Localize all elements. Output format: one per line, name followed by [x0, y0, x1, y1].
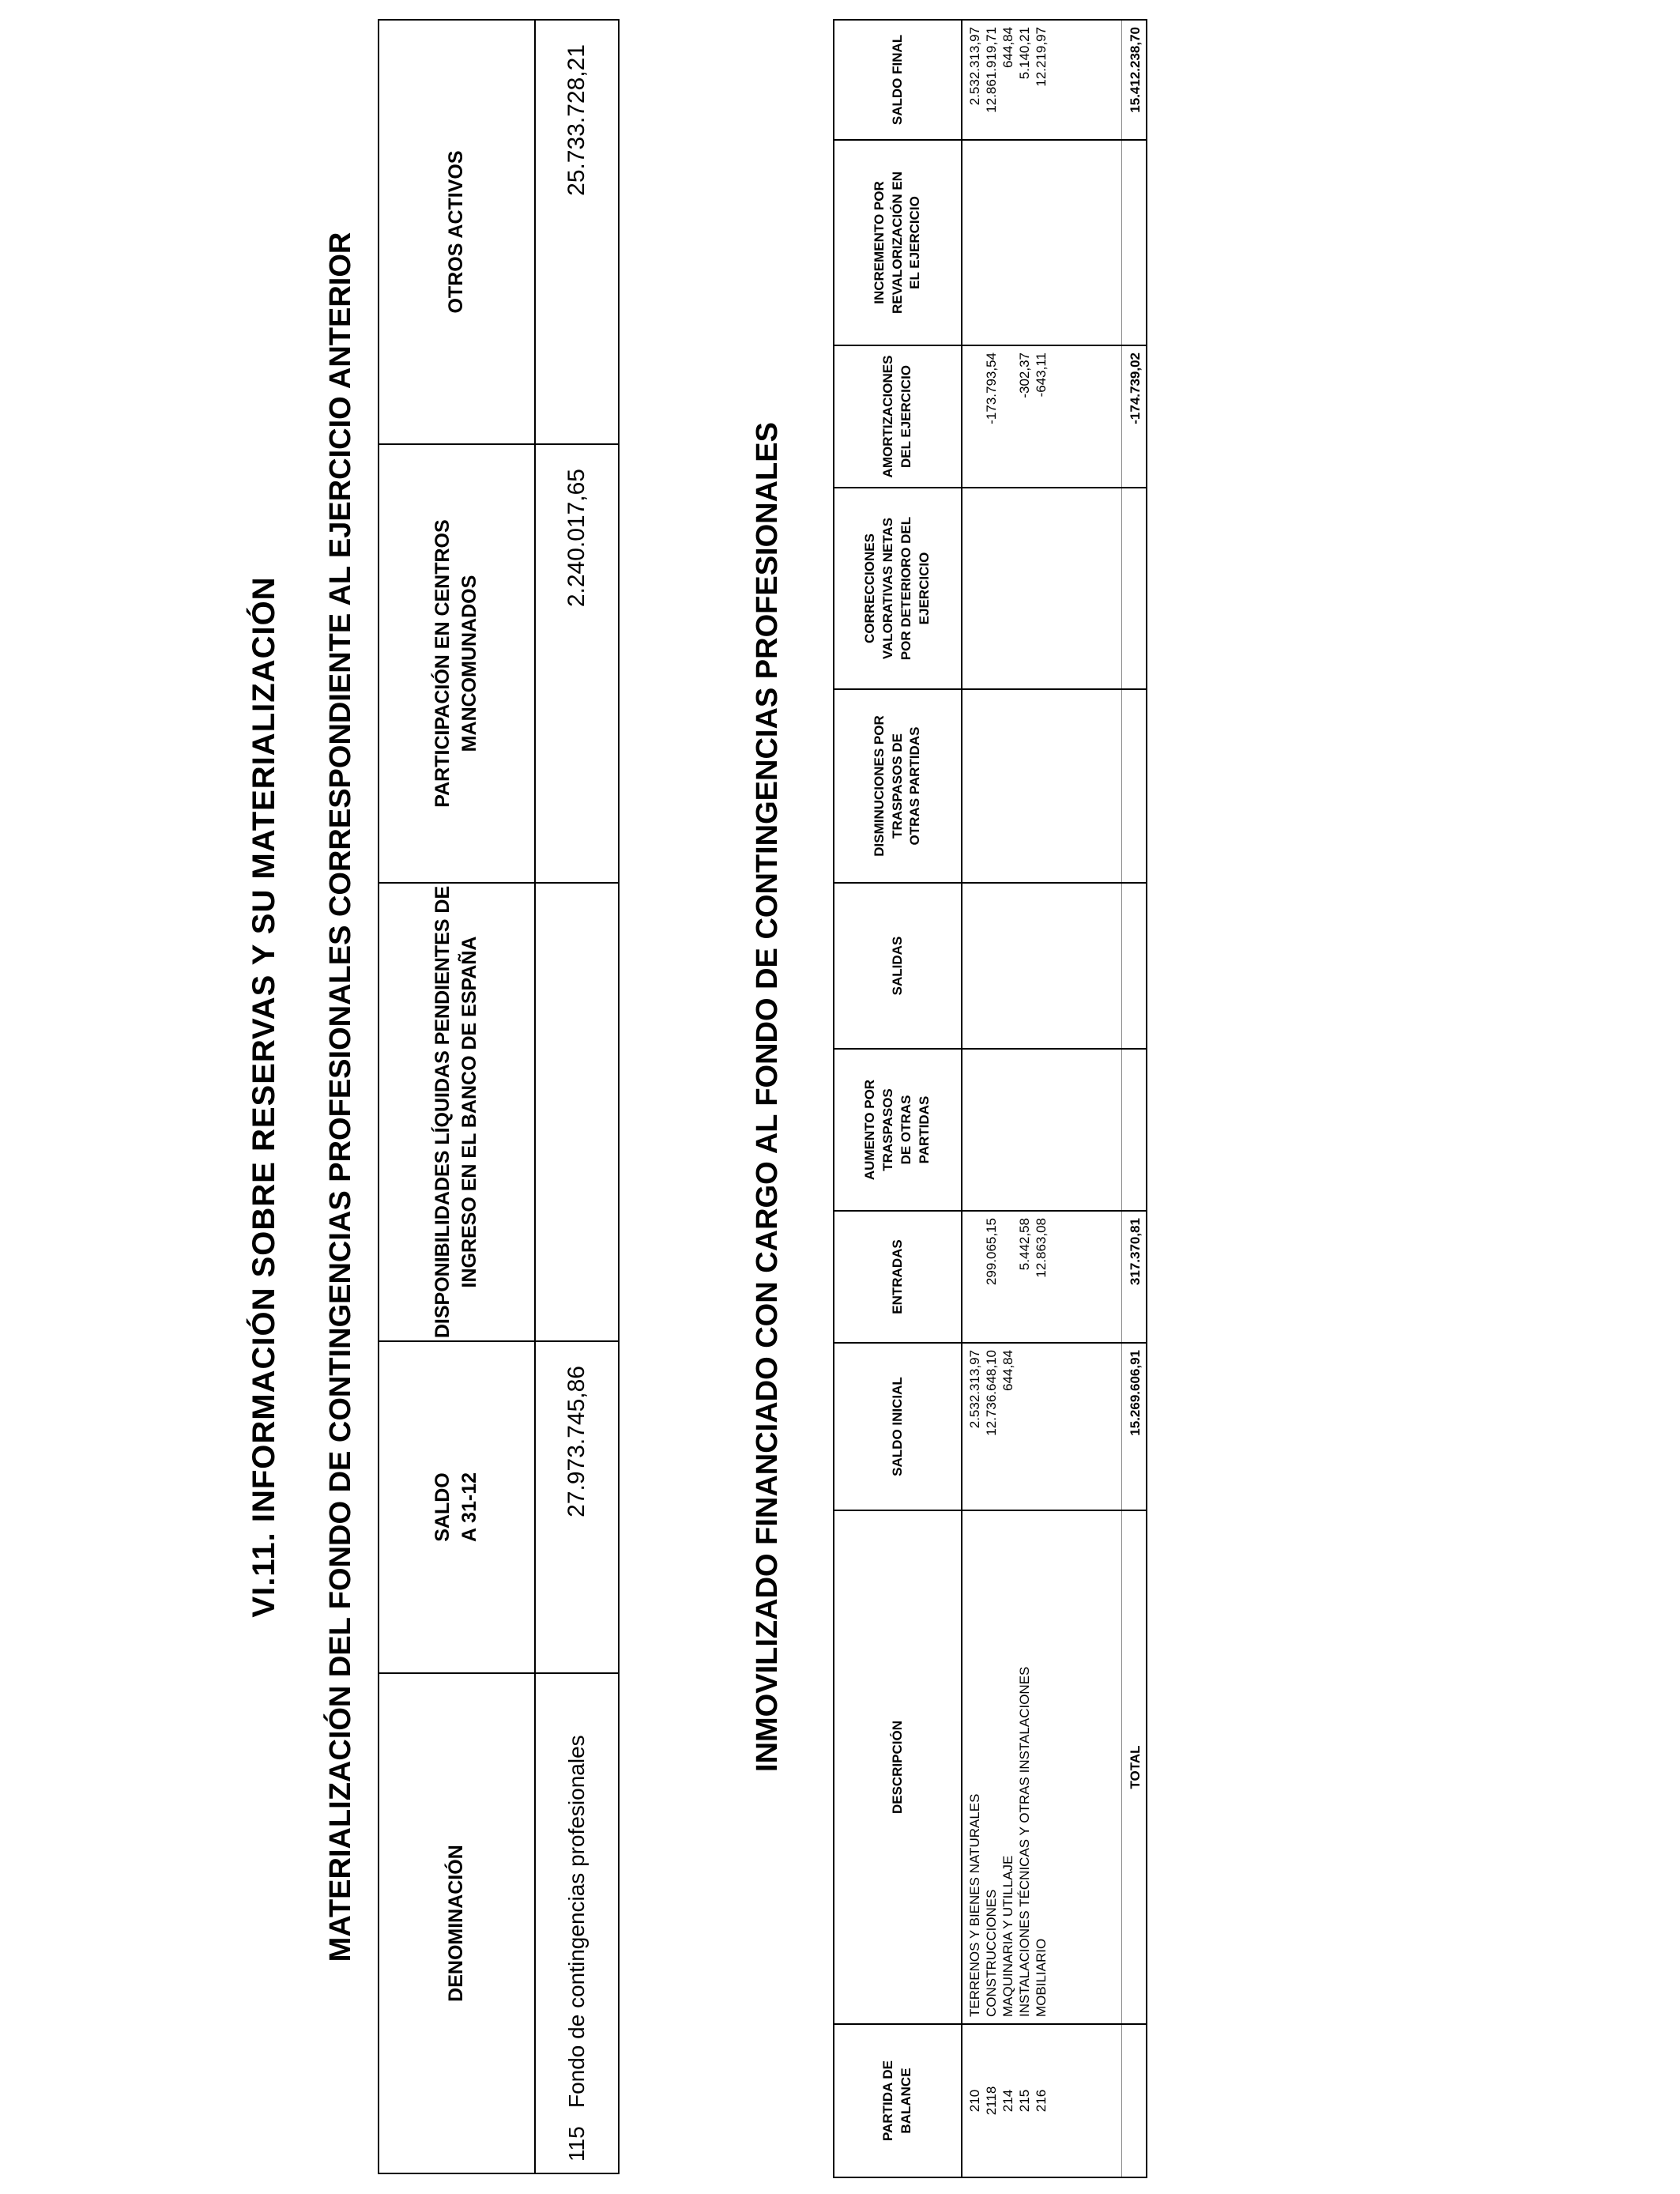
row-amortizaciones: -643,11 [1034, 352, 1049, 398]
row-saldo-inicial: 644,84 [1000, 1350, 1015, 1391]
header-disminuciones [834, 689, 962, 883]
header-incremento-line3: EL EJERCICIO [907, 196, 923, 289]
header-correcciones [834, 488, 962, 689]
row-desc: CONSTRUCCIONES [984, 1889, 999, 2017]
section-title-materializacion: MATERIALIZACIÓN DEL FONDO DE CONTINGENCIAS PROFESIONALES CORRESPONDIENTE AL EJERCICIO ANTERIOR [324, 232, 357, 1962]
header-denominacion: DENOMINACIÓN [379, 1673, 535, 2173]
row-desc: MAQUINARIA Y UTILLAJE [1000, 1855, 1015, 2017]
total-saldo-inicial: 15.269.606,91 [1122, 1343, 1147, 1510]
cell-label: Fondo de contingencias profesionales [564, 1735, 589, 2109]
total-aumento [1122, 1049, 1147, 1211]
header-descripcion: DESCRIPCIÓN [834, 1510, 962, 2024]
cell-otros-activos: 25.733.728,21 [535, 20, 619, 444]
header-disminuciones-line3: OTRAS PARTIDAS [907, 726, 923, 846]
inmovilizado-header-row [834, 20, 962, 2177]
row-code: 2118 [984, 2086, 999, 2116]
header-saldo-final: SALDO FINAL [834, 20, 962, 140]
header-disponibilidades-line1: DISPONIBILIDADES LÍQUIDAS PENDIENTES DE [431, 885, 454, 1339]
header-disponibilidades [379, 883, 535, 1341]
total-amortizaciones: -174.739,02 [1122, 345, 1147, 488]
row-desc: INSTALACIONES TÉCNICAS Y OTRAS INSTALACIONES [1017, 1666, 1032, 2017]
header-incremento-line1: INCREMENTO POR [871, 181, 887, 304]
row-saldo-final: 644,84 [1000, 27, 1015, 68]
column-disminuciones [962, 689, 1122, 883]
inmovilizado-body-row [962, 20, 1122, 2177]
materializacion-table [378, 19, 620, 2174]
column-amortizaciones [962, 345, 1122, 488]
row-amortizaciones: -173.793,54 [984, 352, 999, 424]
total-salidas [1122, 883, 1147, 1049]
row-code: 216 [1034, 2089, 1049, 2113]
column-incremento [962, 140, 1122, 345]
row-desc: MOBILIARIO [1034, 1938, 1049, 2017]
header-saldo [379, 1341, 535, 1673]
header-aumento-line2: TRASPASOS [880, 1088, 896, 1171]
column-partida [962, 2024, 1122, 2177]
header-partida-line1: PARTIDA DE [880, 2060, 896, 2141]
total-incremento [1122, 140, 1147, 345]
column-correcciones [962, 488, 1122, 689]
header-amortizaciones-line2: DEL EJERCICIO [898, 364, 913, 469]
header-salidas: SALIDAS [834, 883, 962, 1049]
row-amortizaciones [967, 352, 984, 487]
row-saldo-final: 5.140,21 [1017, 27, 1032, 80]
cell-saldo: 27.973.745,86 [535, 1341, 619, 1673]
row-entradas [967, 1218, 984, 1342]
header-saldo-line1: SALDO [431, 1472, 454, 1542]
row-entradas: 299.065,15 [984, 1218, 999, 1286]
row-saldo-inicial [1034, 1350, 1050, 1510]
materializacion-data-row [535, 20, 619, 2173]
row-code: 210 [967, 2089, 982, 2113]
header-incremento-line2: REVALORIZACIÓN EN [889, 171, 905, 315]
row-saldo-final: 12.219,97 [1034, 27, 1049, 87]
header-amortizaciones-line1: AMORTIZACIONES [880, 355, 896, 478]
header-aumento [834, 1049, 962, 1211]
header-disminuciones-line1: DISMINUCIONES POR [871, 715, 887, 857]
total-entradas: 317.370,81 [1122, 1211, 1147, 1343]
row-saldo-inicial: 2.532.313,97 [967, 1350, 982, 1429]
total-disminuciones [1122, 689, 1147, 883]
header-partida-line2: BALANCE [898, 2068, 913, 2134]
header-disminuciones-line2: TRASPASOS DE [889, 733, 905, 839]
cell-disponibilidades [535, 883, 619, 1341]
section-title-inmovilizado: INMOVILIZADO FINANCIADO CON CARGO AL FONDO DE CONTINGENCIAS PROFESIONALES [751, 422, 784, 1772]
header-aumento-line4: PARTIDAS [916, 1095, 932, 1164]
header-entradas: ENTRADAS [834, 1211, 962, 1343]
total-correcciones [1122, 488, 1147, 689]
column-salidas [962, 883, 1122, 1049]
header-aumento-line1: AUMENTO POR [862, 1079, 878, 1181]
row-saldo-inicial: 12.736.648,10 [984, 1350, 999, 1436]
header-aumento-line3: DE OTRAS [898, 1095, 913, 1165]
header-saldo-inicial: SALDO INICIAL [834, 1343, 962, 1510]
row-amortizaciones: -302,37 [1017, 352, 1032, 398]
row-entradas: 12.863,08 [1034, 1218, 1049, 1278]
header-participacion-line2: MANCOMUNADOS [458, 575, 480, 752]
header-participacion [379, 444, 535, 883]
row-amortizaciones [1000, 352, 1017, 487]
header-correcciones-line4: EJERCICIO [916, 552, 932, 625]
materializacion-header-row [379, 20, 535, 2173]
cell-denominacion [535, 1673, 619, 2173]
total-row [1122, 20, 1147, 2177]
row-desc: TERRENOS Y BIENES NATURALES [967, 1793, 982, 2017]
total-label: TOTAL [1122, 1510, 1147, 2024]
cell-participacion: 2.240.017,65 [535, 444, 619, 883]
row-entradas: 5.442,58 [1017, 1218, 1032, 1271]
column-saldo-inicial [962, 1343, 1122, 1510]
header-incremento [834, 140, 962, 345]
total-saldo-final: 15.412.238,70 [1122, 20, 1147, 140]
column-saldo-final [962, 20, 1122, 140]
column-aumento [962, 1049, 1122, 1211]
page-title: VI.11. INFORMACIÓN SOBRE RESERVAS Y SU MATERIALIZACIÓN [247, 576, 281, 1618]
header-correcciones-line3: POR DETERIORO DEL [898, 516, 913, 661]
row-saldo-final: 12.861.919,71 [984, 27, 999, 113]
header-amortizaciones [834, 345, 962, 488]
header-saldo-line2: A 31-12 [458, 1472, 480, 1543]
row-entradas [1000, 1218, 1017, 1342]
inmovilizado-table [833, 19, 1147, 2178]
row-saldo-inicial [1017, 1350, 1034, 1510]
header-correcciones-line2: VALORATIVAS NETAS [880, 517, 896, 660]
header-participacion-line1: PARTICIPACIÓN EN CENTROS [431, 519, 454, 808]
header-correcciones-line1: CORRECCIONES [862, 533, 878, 643]
cell-code: 115 [564, 2126, 589, 2162]
total-partida [1122, 2024, 1147, 2177]
header-otros-activos: OTROS ACTIVOS [379, 20, 535, 444]
row-saldo-final: 2.532.313,97 [967, 27, 982, 106]
header-partida [834, 2024, 962, 2177]
row-code: 215 [1017, 2089, 1032, 2113]
column-entradas [962, 1211, 1122, 1343]
header-disponibilidades-line2: INGRESO EN EL BANCO DE ESPAÑA [458, 936, 480, 1288]
row-code: 214 [1000, 2089, 1015, 2113]
column-descripcion [962, 1510, 1122, 2024]
